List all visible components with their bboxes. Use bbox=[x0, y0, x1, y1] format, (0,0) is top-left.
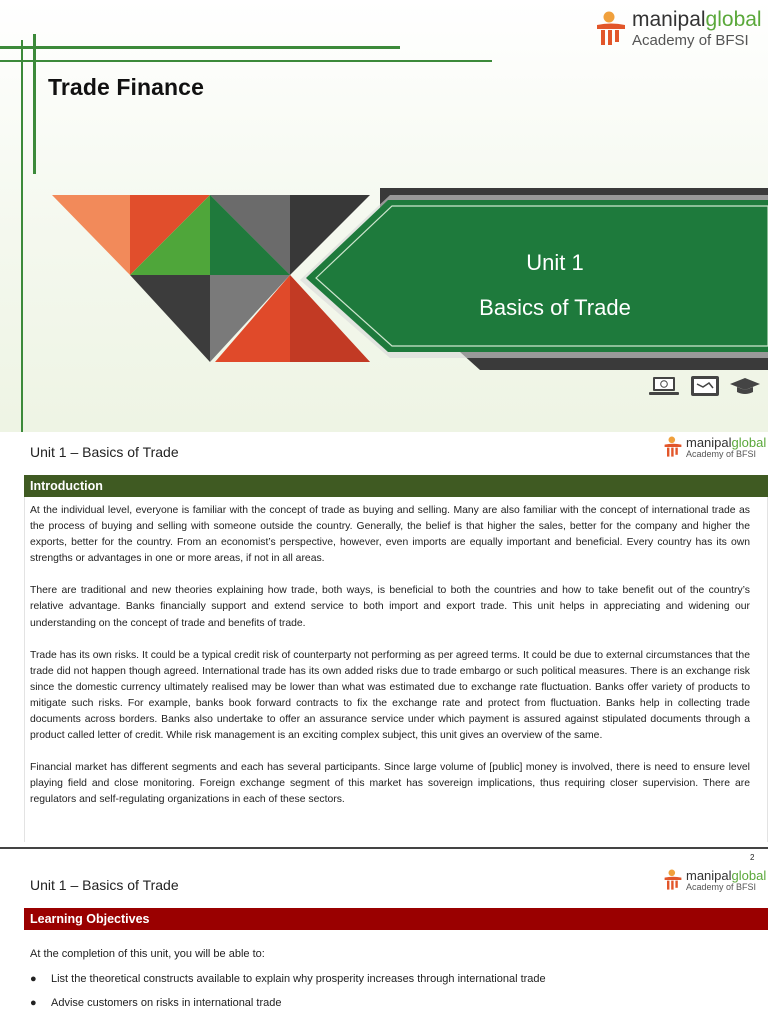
page-header: Unit 1 – Basics of Trade bbox=[30, 877, 179, 893]
bullet-icon: ● bbox=[30, 997, 37, 1009]
page-divider bbox=[0, 847, 768, 849]
unit-number: Unit 1 bbox=[526, 250, 584, 275]
section-heading-introduction: Introduction bbox=[24, 475, 768, 497]
decor-line bbox=[33, 34, 36, 174]
paragraph: Trade has its own risks. It could be a typical credit risk of counterparty not performing as per agreed terms. It could be due to external circumstances that the trade did not happen though agreed. International trade has its own added risks due to trade embargo or such political measures. There is an exchange risk since the domestic currency ultimately realised may be lower than what was estimated due to exchange rate fluctuation. Banks offer variety of products to mitigate such risks. For example, banks book forward contracts to fix the exchange rate and protect from fluctuation. Banks help in collecting trade documents across borders. Banks also undertake to offer an assurance service under which payment is assured against stipulated documents through a product called letter of credit. While risk management is an exciting complex subject, this unit gives an overview of the same. bbox=[30, 649, 750, 742]
section-heading-learning-objectives: Learning Objectives bbox=[24, 908, 768, 930]
paragraph: There are traditional and new theories explaining how trade, both ways, is beneficial to both the countries and how to take benefit out of the country’s relative advantage. Banks financially support and extend service to both import and export trade. This unit helps in appreciating and widening our understanding on the concept of trade and benefits of trade. bbox=[30, 585, 750, 629]
unit-title: Basics of Trade bbox=[479, 295, 631, 320]
unit-banner bbox=[300, 188, 768, 370]
tablet-icon bbox=[689, 375, 721, 397]
brand-mark-icon bbox=[596, 10, 626, 48]
cover-page bbox=[0, 0, 768, 432]
brand-mark-icon bbox=[664, 868, 682, 892]
brand-name: manipal bbox=[632, 8, 706, 31]
brand-tagline: Academy of BFSI bbox=[632, 32, 749, 49]
list-item bbox=[30, 997, 282, 1009]
introduction-text bbox=[30, 503, 750, 825]
graduation-cap-icon bbox=[729, 375, 761, 397]
brand-logo bbox=[596, 9, 762, 48]
brand-name-suffix: global bbox=[731, 867, 767, 883]
list-item bbox=[30, 973, 546, 985]
brand-logo-small bbox=[664, 868, 766, 892]
objectives-intro: At the completion of this unit, you will be able to: bbox=[30, 948, 265, 960]
brand-name-suffix: global bbox=[731, 434, 767, 450]
brand-tagline: Academy of BFSI bbox=[686, 448, 757, 459]
objective-text: Advise customers on risks in international trade bbox=[51, 997, 282, 1009]
laptop-icon bbox=[648, 375, 680, 397]
paragraph: At the individual level, everyone is familiar with the concept of trade as buying and selling. Many are also familiar with the concept of international trade as the process of buying and selling with someone outside the country. Generally, the belief is that higher the sales, better for the company and higher the exports, better for the country. From an economist’s perspective, however, even imports are equally important and beneficial. Every country has its own strengths or advantages in one or more areas, if not in all areas. bbox=[30, 505, 750, 565]
objective-text: List the theoretical constructs available to explain why prosperity increases through international trade bbox=[51, 973, 546, 985]
brand-logo-small bbox=[664, 435, 766, 459]
brand-name: manipal bbox=[686, 434, 732, 450]
brand-name: manipal bbox=[686, 867, 732, 883]
page-header: Unit 1 – Basics of Trade bbox=[30, 444, 179, 460]
brand-mark-icon bbox=[664, 435, 682, 459]
brand-tagline: Academy of BFSI bbox=[686, 881, 757, 892]
brand-name-suffix: global bbox=[705, 8, 762, 31]
decor-line bbox=[0, 60, 492, 62]
page-number: 2 bbox=[750, 853, 755, 862]
paragraph: Financial market has different segments and each has several participants. Since large volume of [public] money is involved, there is need to ensure level playing field and close monitoring. Foreign exchange segment of this market has sovereign implications, thus requiring closer supervision. There are regulators and self-regulating organizations in each of these sectors. bbox=[30, 762, 750, 806]
document-title: Trade Finance bbox=[48, 74, 204, 100]
decor-line bbox=[0, 46, 400, 49]
bullet-icon: ● bbox=[30, 973, 37, 985]
